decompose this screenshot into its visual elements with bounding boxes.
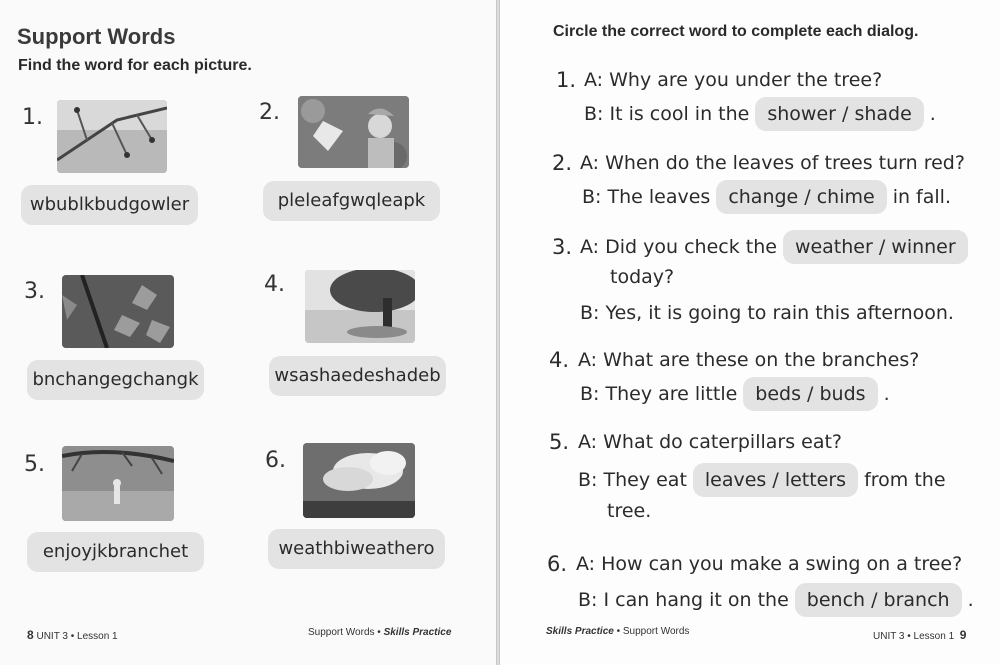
speaker-label: B:	[580, 383, 600, 405]
maple-leaves-photo	[62, 275, 174, 348]
item-number: 3.	[24, 279, 45, 304]
dialog-line-b	[580, 376, 890, 412]
item-number: 4.	[264, 272, 285, 297]
dialog-number: 3.	[552, 235, 573, 259]
word-choice-box[interactable]: leaves / letters	[693, 463, 858, 497]
dialog-number: 2.	[552, 151, 573, 175]
dialog-text: The leaves	[607, 186, 711, 208]
scrambled-word-box[interactable]: pleleafgwqleapk	[263, 181, 440, 221]
unit-label: UNIT 3 • Lesson 1	[36, 631, 118, 642]
dialog-line-a	[580, 145, 965, 181]
dialog-text: I can hang it on the	[603, 589, 789, 611]
child-under-tree-photo	[62, 446, 174, 521]
page-subtitle: Find the word for each picture.	[18, 57, 252, 74]
dialog-text: What do caterpillars eat?	[603, 431, 843, 453]
word-choice-box[interactable]: weather / winner	[783, 230, 968, 264]
dialog-line-a-cont: today?	[610, 266, 675, 288]
speaker-label: B:	[578, 469, 598, 491]
scrambled-word-box[interactable]: wsashaedeshadeb	[269, 356, 446, 396]
dialog-text: When do the leaves of trees turn red?	[605, 152, 965, 174]
dialog-text: from the	[864, 469, 946, 491]
dialog-text: They are little	[605, 383, 738, 405]
dialog-text: They eat	[603, 469, 687, 491]
dialog-number: 1.	[556, 68, 577, 92]
dialog-text: in fall.	[892, 186, 951, 208]
unit-label: UNIT 3 • Lesson 1	[873, 631, 955, 642]
dialog-text: .	[883, 383, 890, 405]
book-spine	[496, 0, 500, 665]
scrambled-word-box[interactable]: bnchangegchangk	[27, 360, 204, 400]
dialog-text: Why are you under the tree?	[609, 69, 883, 91]
word-choice-box[interactable]: shower / shade	[755, 97, 923, 131]
left-footer-unit	[27, 628, 118, 642]
scrambled-word-box[interactable]: enjoyjkbranchet	[27, 532, 204, 572]
dialog-instructions: Circle the correct word to complete each dialog.	[553, 23, 919, 40]
bare-branch-buds-photo	[57, 100, 167, 173]
word-choice-box[interactable]: beds / buds	[743, 377, 877, 411]
scrambled-word-box[interactable]: weathbiweathero	[268, 529, 445, 569]
dialog-text: Did you check the	[605, 236, 777, 258]
speaker-label: B:	[580, 302, 600, 324]
dialog-line-b	[584, 96, 936, 132]
page-number: 9	[959, 628, 967, 642]
item-number: 2.	[259, 100, 280, 125]
dialog-line-a	[584, 62, 882, 98]
dialog-text: It is cool in the	[609, 103, 750, 125]
tree-shade-photo	[305, 270, 415, 343]
dialog-number: 4.	[549, 348, 570, 372]
dialog-line-b-cont: tree.	[607, 500, 652, 522]
dialog-number: 6.	[547, 552, 568, 576]
page-title: Support Words	[17, 24, 176, 49]
dialog-line-a	[578, 342, 919, 378]
item-number: 6.	[265, 448, 286, 473]
right-footer-section	[546, 626, 689, 637]
word-choice-box[interactable]: bench / branch	[795, 583, 962, 617]
page-number: 8	[27, 628, 34, 642]
girl-holding-leaf-photo	[298, 96, 409, 168]
dialog-text: .	[929, 103, 936, 125]
right-footer-unit	[873, 628, 966, 642]
dialog-line-a	[576, 546, 962, 582]
section-label: Support Words •	[308, 627, 381, 638]
speaker-label: A:	[580, 152, 600, 174]
dialog-text: What are these on the branches?	[603, 349, 920, 371]
word-choice-box[interactable]: change / chime	[716, 180, 886, 214]
cloudy-sky-photo	[303, 443, 415, 518]
dialog-line-b	[578, 582, 974, 618]
section-label: • Support Words	[616, 626, 690, 637]
dialog-text: Yes, it is going to rain this afternoon.	[605, 302, 954, 324]
section-italic-label: Skills Practice	[383, 627, 452, 638]
dialog-line-a	[578, 424, 842, 460]
speaker-label: B:	[578, 589, 598, 611]
section-italic-label: Skills Practice	[546, 626, 614, 637]
speaker-label: B:	[582, 186, 602, 208]
speaker-label: A:	[578, 349, 598, 371]
speaker-label: A:	[578, 431, 598, 453]
item-number: 5.	[24, 452, 45, 477]
left-footer-section	[308, 627, 451, 638]
scrambled-word-box[interactable]: wbublkbudgowler	[21, 185, 198, 225]
speaker-label: A:	[584, 69, 604, 91]
dialog-text: .	[967, 589, 974, 611]
dialog-line-b	[580, 295, 954, 331]
dialog-line-b	[582, 179, 951, 215]
speaker-label: A:	[580, 236, 600, 258]
speaker-label: B:	[584, 103, 604, 125]
dialog-number: 5.	[549, 430, 570, 454]
dialog-text: How can you make a swing on a tree?	[601, 553, 963, 575]
item-number: 1.	[22, 105, 43, 130]
speaker-label: A:	[576, 553, 596, 575]
